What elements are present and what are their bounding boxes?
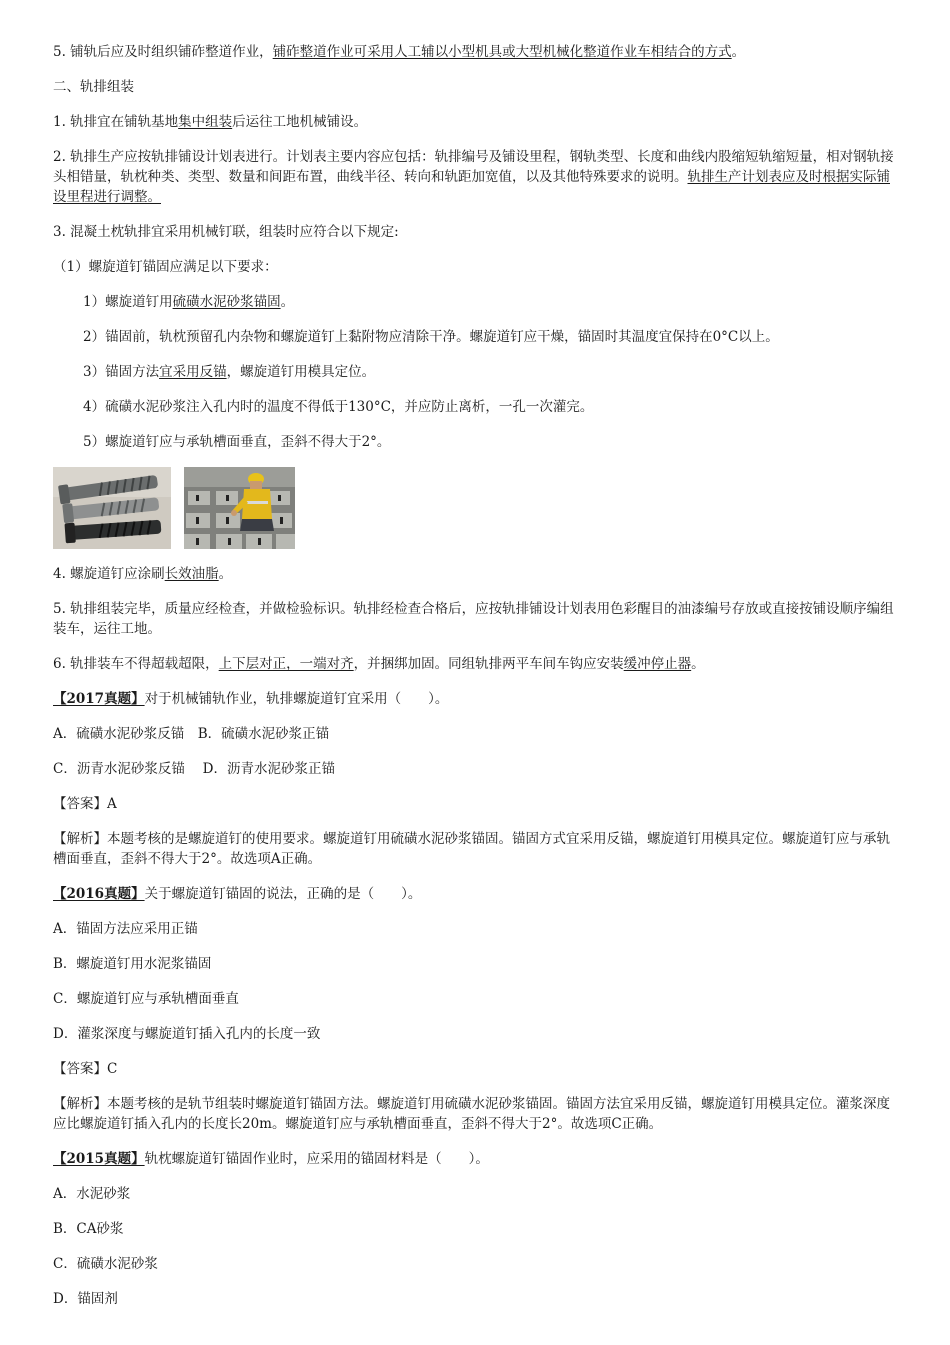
worker-illustration [184,467,295,549]
item-3: 3. 混凝土枕轨排宜采用机械钉联，组装时应符合以下规定: [53,224,399,240]
sub-item-2: 2）锚固前，轨枕预留孔内杂物和螺旋道钉上黏附物应清除干净。螺旋道钉应干燥，锚固时其温度宜保持在0°C以上。 [83,329,779,345]
question-2015-option-a: A．水泥砂浆 [53,1186,131,1202]
photo-row [53,467,898,549]
question-2016-analysis: 【解析】本题考核的是轨节组装时螺旋道钉锚固方法。螺旋道钉用硫磺水泥砂浆锚固。锚固方法宜采用反锚，螺旋道钉用模具定位。灌浆深度应比螺旋道钉插入孔内的长度长20m。螺旋道钉应与承轨槽面垂直，歪斜不得大于2°。故选项C正确。 [53,1096,890,1132]
section-heading: 二、轨排组装 [53,79,134,95]
question-2015-option-c: C．硫磺水泥砂浆 [53,1256,158,1272]
paragraph-5: 5. 铺轨后应及时组织铺砟整道作业，铺砟整道作业可采用人工辅以小型机具或大型机械化整道作业车相结合的方式。 [53,44,746,60]
question-2017-options-row1: A．硫磺水泥砂浆反锚 B．硫磺水泥砂浆正锚 [53,726,330,742]
question-2016-option-d: D．灌浆深度与螺旋道钉插入孔内的长度一致 [53,1026,321,1042]
item-5: 5. 轨排组装完毕，质量应经检查，并做检验标识。轨排经检查合格后，应按轨排铺设计划表用色彩醒目的油漆编号存放或直接按铺设顺序编组装车，运往工地。 [53,601,894,637]
question-2016-option-b: B．螺旋道钉用水泥浆锚固 [53,956,212,972]
sub-item-3: 3）锚固方法宜采用反锚，螺旋道钉用模具定位。 [83,364,376,380]
item-3-1: （1）螺旋道钉锚固应满足以下要求： [53,259,278,275]
question-2015-option-d: D．锚固剂 [53,1291,118,1307]
question-2017-analysis: 【解析】本题考核的是螺旋道钉的使用要求。螺旋道钉用硫磺水泥砂浆锚固。锚固方式宜采用反锚，螺旋道钉用模具定位。螺旋道钉应与承轨槽面垂直，歪斜不得大于2°。故选项A正确。 [53,831,890,867]
sub-item-5: 5）螺旋道钉应与承轨槽面垂直，歪斜不得大于2°。 [83,434,391,450]
item-6: 6. 轨排装车不得超载超限，上下层对正，一端对齐，并捆绑加固。同组轨排两平车间车钩应安装缓冲停止器。 [53,656,705,672]
screw-spike-photo [53,467,171,549]
question-2016-option-a: A．锚固方法应采用正锚 [53,921,198,937]
item-1: 1. 轨排宜在铺轨基地集中组装后运往工地机械铺设。 [53,114,368,130]
sub-item-1: 1）螺旋道钉用硫磺水泥砂浆锚固。 [83,294,295,310]
item-2: 2. 轨排生产应按轨排铺设计划表进行。计划表主要内容应包括：轨排编号及铺设里程，钢轨类型、长度和曲线内股缩短轨缩短量，相对钢轨接头相错量，轨枕种类、类型、数量和间距布置，曲线半径、转向和轨距加宽值，以及其他特殊要求的说明。轨排生产计划表应及时根据实际铺设里程进行调整。 [53,149,894,205]
question-tag: 【2015真题】 [53,1151,145,1167]
document-page [53,42,898,1324]
question-tag: 【2016真题】 [53,886,145,902]
sub-item-4: 4）硫磺水泥砂浆注入孔内时的温度不得低于130°C，并应防止离析，一孔一次灌完。 [83,399,594,415]
question-2017-answer: 【答案】A [53,796,117,812]
question-2016-option-c: C．螺旋道钉应与承轨槽面垂直 [53,991,239,1007]
question-2016: 【2016真题】关于螺旋道钉锚固的说法，正确的是（ ）。 [53,886,422,902]
worker-anchoring-photo [184,467,295,549]
question-2017-options-row2: C．沥青水泥砂浆反锚 D．沥青水泥砂浆正锚 [53,761,335,777]
question-2017: 【2017真题】对于机械铺轨作业，轨排螺旋道钉宜采用（ ）。 [53,691,449,707]
item-4: 4. 螺旋道钉应涂刷长效油脂。 [53,566,233,582]
question-2016-answer: 【答案】C [53,1061,118,1077]
question-tag: 【2017真题】 [53,691,145,707]
question-2015-option-b: B．CA砂浆 [53,1221,124,1237]
screw-spike-illustration [53,467,171,549]
question-2015: 【2015真题】轨枕螺旋道钉锚固作业时，应采用的锚固材料是（ ）。 [53,1151,489,1167]
